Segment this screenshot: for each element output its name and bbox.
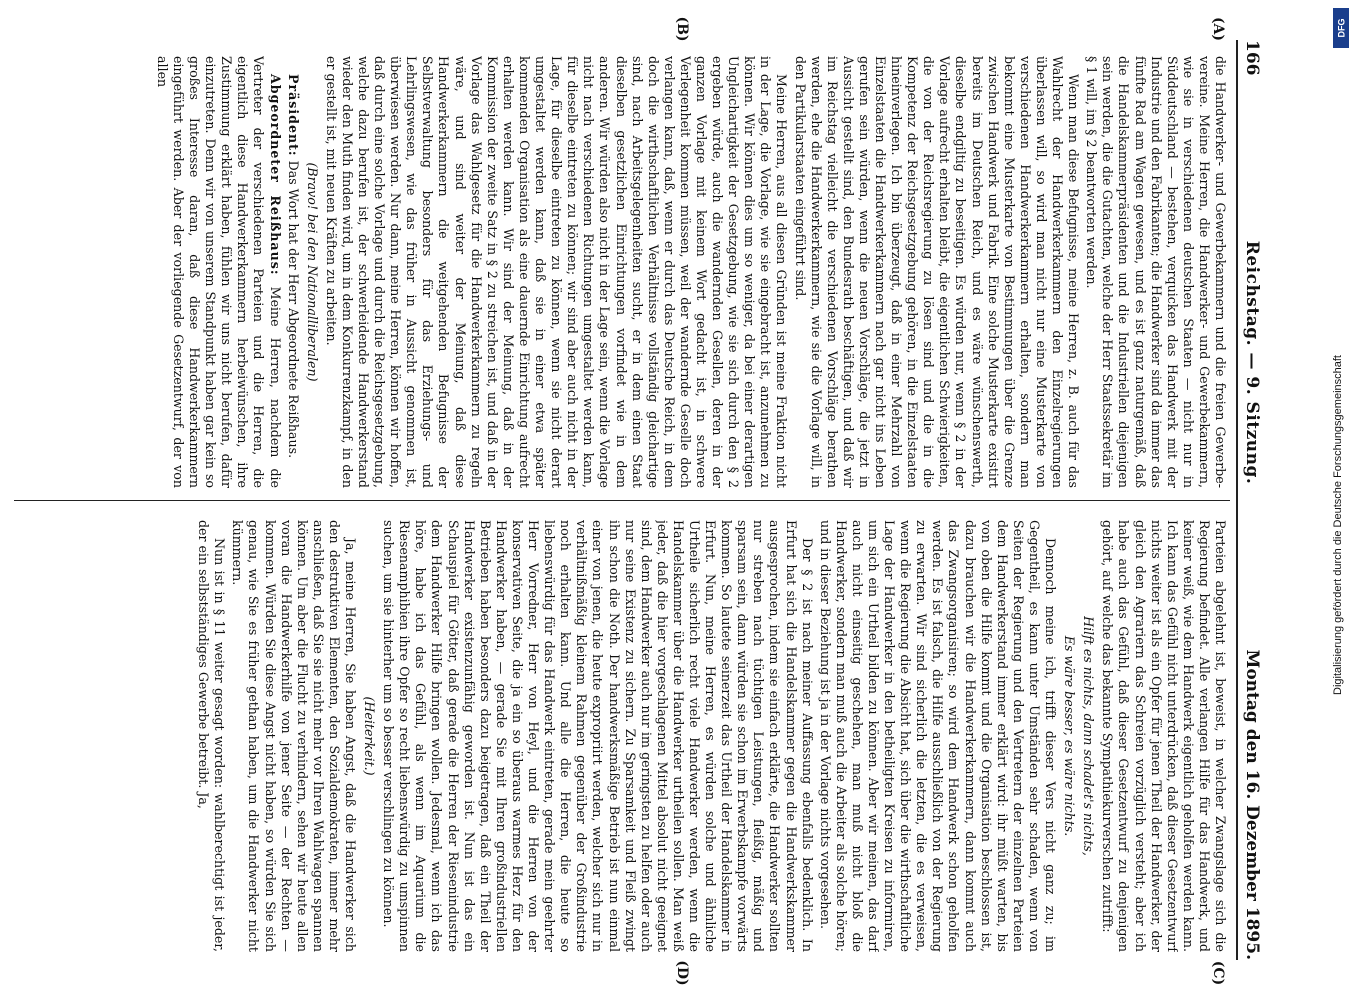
margin-mark-b: (B) xyxy=(674,16,690,42)
paragraph: Ja, meine Herren, Sie haben Angst, daß die Handwerker sich den destruktiven Elementen, den Sozialdemokraten, immer mehr anschließen, daß Sie sie nicht mehr vor Ihren Wahlwagen spannen können. Um aber die Flucht zu verhindern, sehen wir heute allen voran die Handwerkerhilfe von jener Seite — der Rechten — kommen. Würden Sie diese Angst nicht haben, so würden Sie sich genau, wie Sie es früher gethan haben, um die Handwerker nicht kümmern. xyxy=(230,520,359,952)
paragraph: Der § 2 ist nach meiner Auffassung ebenfalls bedenklich. In Erfurt hat sich die Handelskammer gegen die Handwerkskammer ausgesprochen, indem sie einfach erklärte, die Handwerker sollten nur streben nach tüchtigen Leistungen, fleißig, mäßig und sparsam sein, dann würden sie schon im Erwerbskampfe vorwärts kommen. So lautete seinerzeit das Urtheil der Handelskammer in Erfurt. Nun, meine Herren, es würden solche und ähnliche Urtheile sicherlich recht viele Handwerker werden, wenn die Handelskammer über die Handwerker urtheilen sollen. Man weiß jeder, daß die hier vorgeschlagenen Mittel absolut nicht geeignet sind, dem Handwerker auch nur im geringsten zu helfen oder auch nur seine Existenz zu sichern. Zu Sparsamkeit und Fleiß zwingt ihn schon die Noth. Der handwerksmäßige Betrieb ist nun einmal einer von jenen, die heute expropriirt werden, welcher sich nur in verhältnißmäßig kleinem Rahmen gegenüber der Großindustrie noch erhalten kann. Und alle die Herren, die heute so liebenswürdig für das Handwerk eintreten, gerade mein geehrter Herr Vorredner, Herr von Heyl, und die Herren von der konservativen Seite, die ja ein so überaus warmes Herz für den Handwerker haben, — gerade Sie mit Ihren großindustriellen Betrieben haben besonders dazu beigetragen, daß ein Theil der Handwerker existenzunfähig geworden ist. Nun ist das ein Schauspiel für Götter, daß gerade die Herren der Riesenindustrie dem Handwerker Hilfe bringen wollen. Jedesmal, wenn ich das höre, habe ich das Gefühl, als wenn im Aquarium die Riesenamphibien ihre Opfer so recht liebenswürdig zu umspinnen suchen, um sie hinterher um so besser verschlingen zu können. xyxy=(381,520,815,952)
column-divider xyxy=(14,500,1230,501)
margin-mark-a: (A) xyxy=(1210,16,1226,42)
page-title: Reichstag. — 9. Sitzung. xyxy=(1242,240,1262,485)
digitization-credit: Digitalisierung gefördert durch die Deutsche Forschungsgemeinschaft xyxy=(1332,355,1344,695)
president-label: Präsident: xyxy=(285,74,301,157)
president-statement: Das Wort hat der Herr Abgeordnete Reißhaus. xyxy=(285,160,301,459)
paragraph: Wenn man diese Befugnisse, meine Herren, z. B. auch für das Wahlrecht der Handwerkerkammern den Einzelregierungen überlassen will, so wird man nicht nur eine Musterkarte von verschiedenen Handwerkerkammern erhalten, sondern man bekommt eine Musterkarte von Bestimmungen über die Grenze zwischen Handwerk und Fabrik. Eine solche Musterkarte existirt bereits im Deutschen Reich, und es wäre wünschenswerth, dieselbe endgiltig zu beseitigen. Es würden nur, wenn § 2 in der Vorlage aufrecht erhalten bleibt, die eigentlichen Schwierigkeiten, die von der Reichsregierung zu lösen sind und die in die Kompetenz der Reichsgesetzgebung gehören, in die Einzelstaaten hineinverlegen. Ich bin überzeugt, daß in einer Mehrzahl von Einzelstaaten die Handwerkerkammern nach gar nicht ins Leben gerufen sein würden, wenn die neuen Vorschläge, die jetzt in Aussicht gestellt sind, den Bundesrath beschäftigen, und daß wir im Reichstag vielleicht die verschiedenen Vorschläge berathen werden, ehe die Handwerkerkammern, wie sie die Vorlage will, in den Partikularstaaten eingeführt sind. xyxy=(792,56,1082,488)
verse-line: Es wäre besser, es wäre nichts. xyxy=(1062,635,1078,837)
applause-note: (Bravo! bei den Nationalliberalen) xyxy=(304,162,320,382)
page-number: 166 xyxy=(1242,40,1262,76)
page-header xyxy=(1236,40,1276,960)
speaker-statement: Meine Herren, nachdem die Vertreter der verschiedenen Parteien und die Herren, die eigentlich diese Handwerkerkammern herbeiwünschen, ihre Zustimmung erklärt haben, fühlen wir uns nicht berufen, dafür einzutreten. Denn wir von unserem Standpunkt haben gar kein so großes Interesse daran, daß diese Handwerkerkammern eingeführt werden. Aber der vorliegende Gesetzentwurf, der von allen xyxy=(154,56,283,488)
right-column xyxy=(12,520,1228,952)
margin-mark-c: (C) xyxy=(1210,960,1226,986)
paragraph: Dennoch meine ich, trifft dieser Vers nicht ganz zu; im Gegentheil, es kann unter Umständen sehr schaden, wenn von Seiten der Regierung und den Vertretern der einzelnen Parteien dem Handwerkerstand immer erklärt wird: ihr müßt warten, bis von oben die Hilfe kommt und die Organisation beschlossen ist, dazu brauchen wir die Handwerkerkammern, dann kommt auch das Zwangsorganisiren; so wird dem Handwerk schon geholfen werden. Es ist falsch, die Hilfe ausschließlich von der Regierung zu erwarten. Wir sind sicherlich die letzten, die es verweisen, wenn die Regierung die Absicht hat, sich über die wirthschaftliche Lage der Handwerker in den betheiligten Kreisen zu informiren, um sich ein Urtheil bilden zu können. Aber wir meinen, das darf auch nicht einseitig geschehen, man muß nicht bloß die Handwerker, sondern man muß auch die Arbeiter als solche hören; und in dieser Beziehung ist ja in der Vorlage nichts vorgesehen. xyxy=(817,520,1059,952)
speaker-label: Abgeordneter Reißhaus: xyxy=(267,74,283,276)
margin-mark-d: (D) xyxy=(674,960,690,986)
paragraph: Nun ist in § 11 weiter gesagt worden: wahlberechtigt ist jeder, der ein selbstständiges Gewerbe betreibt. Ja, xyxy=(196,520,228,952)
laughter-note: (Heiterkeit.) xyxy=(362,696,378,776)
paragraph: Meine Herren, aus all diesen Gründen ist meine Fraktion nicht in der Lage, die Vorlage, wie sie eingebracht ist, anzunehmen zu können. Wir können dies um so weniger, da bei einer derartigen Ungleichartigkeit der Gesetzgebung, wie sie sich durch den § 2 ergeben würde, auch die wandernden Gesellen, deren in der ganzen Vorlage mit keinem Wort gedacht ist, in schwere Verlegenheit kommen müssen, weil der wandernde Geselle doch verlangen kann, daß, wenn er durch das Deutsche Reich, in dem doch die wirthschaftlichen Verhältnisse vollständig gleichartige sind, nach Arbeitsgelegenheiten sucht, er in dem einen Staat dieselben gesetzlichen Einrichtungen vorfindet wie in dem anderen. Wir würden also nicht in der Lage sein, wenn die Vorlage nicht nach verschiedenen Richtungen umgestaltet werden kann, für dieselbe eintreten zu können; wir sind aber auch nicht in der Lage, für dieselbe eintreten zu können, wenn sie nicht derart umgestaltet werden kann, daß sie in einer etwa später kommenden Organisation als eine dauernde Einrichtung aufrecht erhalten werden kann. Wir sind der Meinung, daß in der Kommission der zweite Satz in § 2 zu streichen ist, und daß in der Vorlage das Wahlgesetz für die Handwerkerkammern zu regeln wäre, und sind weiter der Meinung, daß diese Handwerkerkammern die weitgehenden Befugnisse der Selbstverwaltung besonders für das Erziehungs- und Lehrlingswesen, wie das früher in Aussicht genommen ist, überwiesen werden. Nur dann, meine Herren, können wir hoffen, daß durch eine solche Vorlage und durch die Reichsgesetzgebung, welche dazu berufen ist, der schwerleidende Handwerkerstand wieder den Muth finden wird, um in dem Konkurrenzkampf, in den er gestellt ist, mit neuen Kräften zu arbeiten. xyxy=(323,56,790,488)
paragraph: Parteien abgelehnt ist, beweist, in welcher Zwangslage sich die Regierung befindet. Alle verlangen Hilfe für das Handwerk, und keiner weiß, wie dem Handwerk eigentlich geholfen werden kann. Ich kann das Gefühl nicht unterdrücken, daß dieser Gesetzentwurf nichts weiter ist als ein Opfer für jenen Theil der Handwerker, der gleich den Agrariern das Schreien vorzüglich versteht; aber ich habe auch das Gefühl, daß dieser Gesetzentwurf zu denjenigen gehört, auf welche das bekannte Sympathiekurverschen zutrifft: xyxy=(1100,520,1228,952)
left-column xyxy=(12,56,1228,488)
page-date: Montag den 16. Dezember 1895. xyxy=(1242,649,1262,960)
paragraph: die Handwerker- und Gewerbekammern und die freien Gewerbe-vereine. Meine Herren, die Handwerker- und Gewerbekammern, wie sie in verschiedenen deutschen Staaten — nicht nur in Süddeutschland — bestehen, verquicken das Handwerk mit der Industrie und den Fabrikanten; die Handwerker sind da immer das fünfte Rad am Wagen gewesen, und es ist ganz naturgemäß, daß die Handelskammerpräsidenten und die Industriellen diejenigen sein werden, die die Gutachten, welche der Herr Staatssekretär im § 1 will, im § 2 beantworten werden. xyxy=(1084,56,1228,488)
verse-line: Hilft es nichts, dann schadet's nichts, xyxy=(1081,616,1097,856)
dfg-logo: DFG xyxy=(1333,8,1349,48)
